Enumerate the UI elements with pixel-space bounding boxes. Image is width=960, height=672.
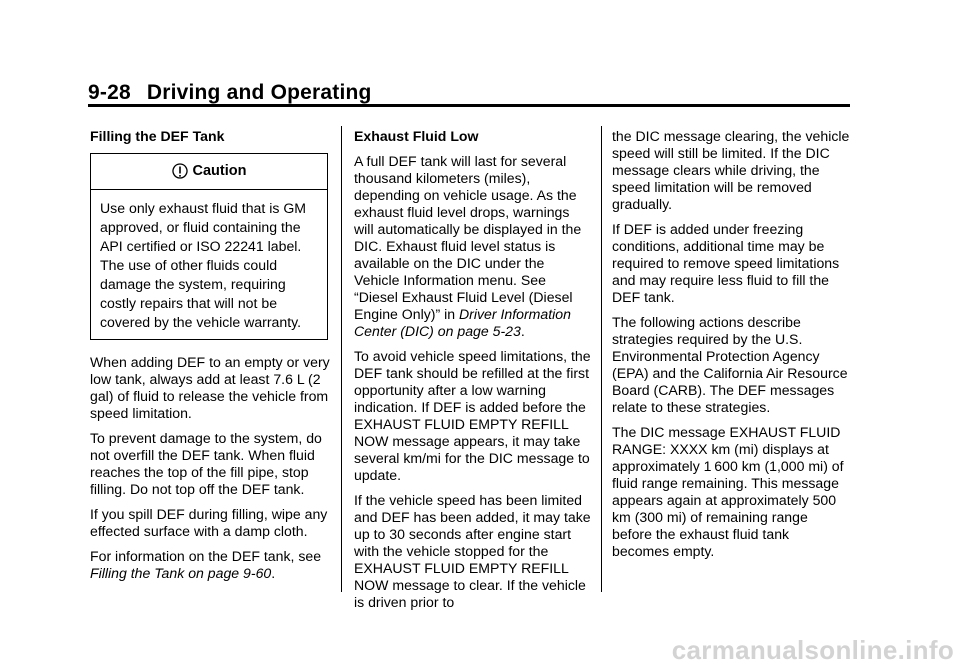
header-rule: [88, 104, 850, 107]
watermark: carmanualsonline.info: [671, 635, 954, 665]
heading-exhaust-fluid-low: Exhaust Fluid Low: [354, 128, 479, 144]
column-1: [90, 128, 330, 590]
paragraph: [90, 548, 330, 582]
paragraph: the DIC message clearing, the vehicle speed will still be limited. If the DIC message clears while driving, the speed limitation will be removed gradually.: [612, 128, 850, 212]
paragraph: If DEF is added under freezing conditions, additional time may be required to remove speed limitations and may require less fluid to fill the DEF tank.: [612, 221, 840, 305]
cross-reference-link[interactable]: Filling the Tank on page 9-60: [90, 565, 272, 581]
section-title: Driving and Operating: [146, 81, 372, 104]
paragraph: To avoid vehicle speed limitations, the DEF tank should be refilled at the first opportunity after a low warning indication. If DEF is added before the EXHAUST FLUID EMPTY REFILL NOW message appears, it may take several km/mi for the DIC message to update.: [354, 348, 591, 483]
caution-text: Use only exhaust fluid that is GM approved, or fluid containing the API certified or ISO 22241 label. The use of other fluids could damage the system, requiring costly repairs that will not be covered by the vehicle warranty.: [100, 200, 307, 330]
column-divider: [601, 126, 602, 592]
caution-title: Caution: [192, 163, 247, 179]
paragraph: When adding DEF to an empty or very low tank, always add at least 7.6 L (2 gal) of fluid to release the vehicle from speed limitation.: [90, 354, 330, 421]
cross-reference-link[interactable]: Driver Information Center (DIC) on page 5-23: [354, 306, 571, 339]
paragraph: [354, 153, 592, 340]
caution-header: [91, 154, 327, 190]
paragraph: To prevent damage to the system, do not overfill the DEF tank. When fluid reaches the top of the fill pipe, stop filling. Do not top off the DEF tank.: [90, 430, 322, 497]
paragraph-text: For information on the DEF tank, see: [90, 548, 322, 564]
page-number: 9-28: [88, 81, 131, 104]
caution-box: [90, 153, 328, 340]
paragraph-text: .: [271, 565, 276, 581]
heading-filling-def-tank: Filling the DEF Tank: [90, 128, 225, 144]
paragraph: The DIC message EXHAUST FLUID RANGE: XXXX km (mi) displays at approximately 1 600 km (1,000 mi) of fluid range remaining. This message appears again at approximately 500 km (300 mi) of remaining range before the exhaust fluid tank becomes empty.: [612, 424, 844, 559]
paragraph: If the vehicle speed has been limited and DEF has been added, it may take up to 30 seconds after engine start with the vehicle stopped for the EXHAUST FLUID EMPTY REFILL NOW message to clear. If the vehicle is driven prior to: [354, 492, 591, 610]
column-3: [612, 128, 850, 568]
page-header: [88, 81, 372, 105]
paragraph-text: A full DEF tank will last for several thousand kilometers (miles), depending on vehicle usage. As the exhaust fluid level drops, warnings will automatically be displayed in the DIC. Exhaust fluid level status is available on the DIC under the Vehicle Information menu. See “Diesel Exhaust Fluid Level (Diesel Engine Only)” in: [354, 153, 582, 322]
paragraph: The following actions describe strategies required by the U.S. Environmental Protection Agency (EPA) and the California Air Resource Board (CARB). The DEF messages relate to these strategies.: [612, 314, 848, 415]
warning-icon: [172, 163, 188, 180]
column-2: [354, 128, 592, 619]
paragraph-text: .: [520, 323, 525, 339]
paragraph: If you spill DEF during filling, wipe any effected surface with a damp cloth.: [90, 506, 328, 539]
column-divider: [341, 126, 342, 592]
